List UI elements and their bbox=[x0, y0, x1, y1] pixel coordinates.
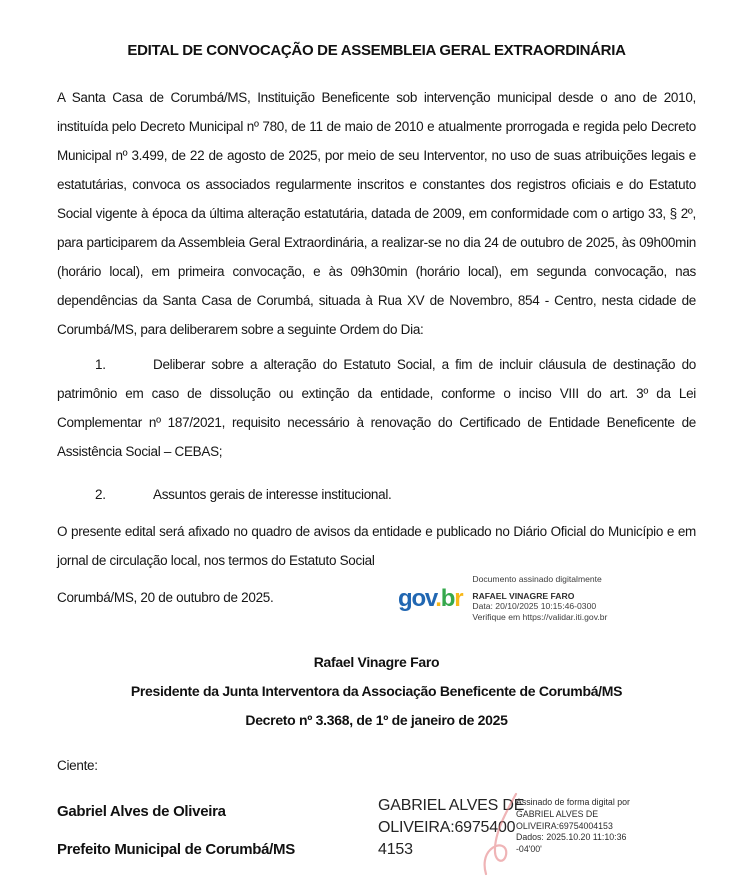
president-decree: Decreto nº 3.368, de 1º de janeiro de 2025 bbox=[245, 712, 508, 728]
president-signature-block bbox=[57, 648, 696, 735]
opening-paragraph: A Santa Casa de Corumbá/MS, Instituição Beneficente sob intervenção municipal desde o ano de 2010, instituída pelo Decreto Municipal nº 780, de 11 de maio de 2010 e atualmente prorrogada e regida pelo Decreto Municipal nº 3.499, de 22 de agosto de 2025, por meio de seu Interventor, no uso de suas atribuições legais e estatutárias, convoca os associados regularmente inscritos e constantes dos registros oficiais e do Estatuto Social vigente à época da última alteração estatutária, datada de 2009, em conformidade com o artigo 33, § 2º, para participarem da Assembleia Geral Extraordinária, a realizar-se no dia 24 de outubro de 2025, às 09h00min (horário local), em primeira convocação, e às 09h30min (horário local), em segunda convocação, nas dependências da Santa Casa de Corumbá, situada à Rua XV de Novembro, 854 - Centro, nesta cidade de Corumbá/MS, para deliberarem sobre a seguinte Ordem do Dia: bbox=[57, 90, 696, 337]
order-item-1-text: Deliberar sobre a alteração do Estatuto Social, a fim de incluir cláusula de destinação do patrimônio em caso de dissolução ou extinção da entidade, conforme o inciso VIII do art. 3º da Lei Complementar nº 187/2021, requisito necessário à renovação do Certificado de Entidade Beneficente de Assistência Social – CEBAS; bbox=[57, 357, 696, 459]
digital-signature-line: OLIVEIRA:6975400 bbox=[378, 819, 516, 836]
signature-details-line: -04'00' bbox=[516, 844, 542, 855]
president-role: Presidente da Junta Interventora da Associação Beneficente de Corumbá/MS bbox=[130, 683, 623, 699]
order-item-2-text: Assuntos gerais de interesse institucional. bbox=[153, 487, 392, 502]
order-item-1-number: 1. bbox=[95, 357, 106, 372]
stamp-signer-name: RAFAEL VINAGRE FARO bbox=[472, 590, 575, 601]
govbr-logo-icon bbox=[398, 587, 462, 611]
mayor-role: Prefeito Municipal de Corumbá/MS bbox=[57, 841, 295, 858]
publication-paragraph: O presente edital será afixado no quadro de avisos da entidade e publicado no Diário Oficial do Município e em jornal de circulação local, nos termos do Estatuto Social bbox=[57, 524, 696, 568]
stamp-date: Data: 20/10/2025 10:15:46-0300 bbox=[472, 601, 597, 612]
govbr-signature-stamp bbox=[398, 574, 698, 622]
stamp-text-block bbox=[472, 574, 607, 622]
order-item-2-number: 2. bbox=[95, 487, 106, 502]
digital-signature-line: GABRIEL ALVES DE bbox=[378, 797, 525, 814]
govbr-logo-gov: gov bbox=[398, 585, 436, 612]
date-line: Corumbá/MS, 20 de outubro de 2025. bbox=[57, 590, 274, 605]
digital-signature-line: 4153 bbox=[378, 841, 413, 858]
stamp-verify-url: Verifique em https://validar.iti.gov.br bbox=[472, 611, 608, 622]
document-title: EDITAL DE CONVOCAÇÃO DE ASSEMBLEIA GERAL EXTRAORDINÁRIA bbox=[127, 42, 626, 59]
signature-details-line: GABRIEL ALVES DE bbox=[516, 808, 599, 819]
signature-details bbox=[516, 797, 630, 856]
signature-details-line: Assinado de forma digital por bbox=[516, 797, 630, 807]
govbr-logo-r: r bbox=[454, 585, 463, 612]
mayor-name: Gabriel Alves de Oliveira bbox=[57, 803, 226, 820]
president-name: Rafael Vinagre Faro bbox=[313, 654, 440, 670]
signature-details-line: OLIVEIRA:69754004153 bbox=[516, 820, 613, 831]
order-item-1 bbox=[57, 350, 696, 466]
stamp-header: Documento assinado digitalmente bbox=[472, 574, 602, 584]
ciente-label: Ciente: bbox=[57, 758, 98, 773]
mayor-digital-signature-text bbox=[378, 795, 524, 861]
govbr-logo-b: b bbox=[440, 585, 455, 612]
order-item-2 bbox=[57, 480, 696, 509]
signature-details-line: Dados: 2025.10.20 11:10:36 bbox=[516, 832, 627, 843]
govbr-logo-dot: . bbox=[435, 585, 441, 612]
mayor-block bbox=[57, 803, 295, 858]
